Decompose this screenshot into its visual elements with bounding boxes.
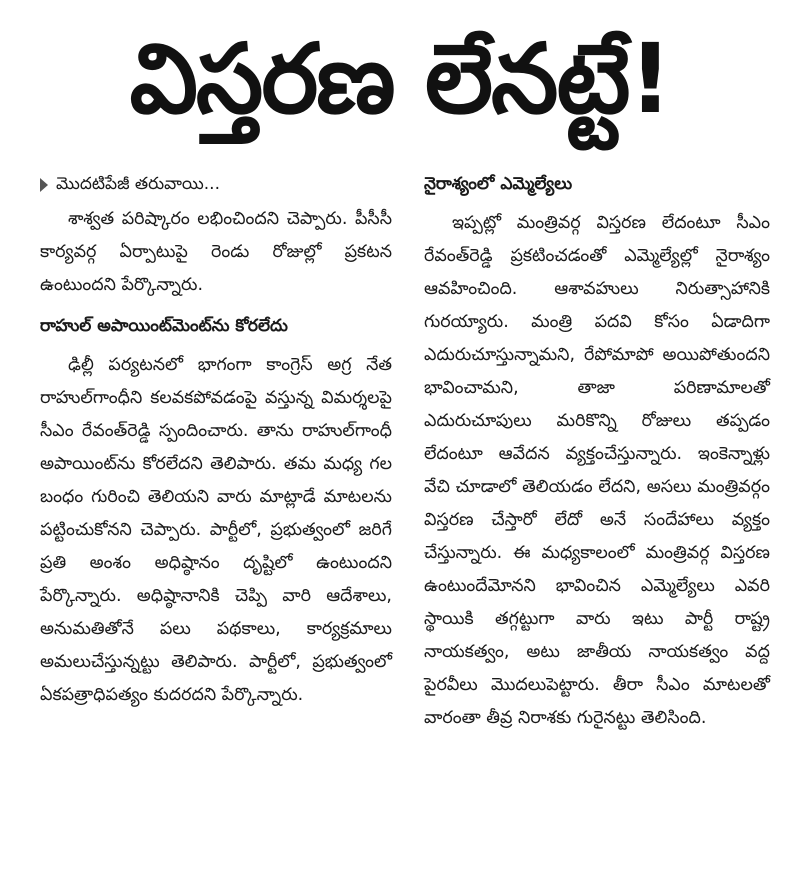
right-column	[424, 168, 770, 735]
kicker-label: మొదటిపేజీ తరువాయి...	[56, 174, 220, 194]
right-subheading: నైరాశ్యంలో ఎమ్మెల్యేలు	[424, 174, 573, 194]
right-paragraph-1: ఇప్పట్లో మంత్రివర్గ విస్తరణ లేదంటూ సీఎం రేవంత్‌రెడ్డి ప్రకటించడంతో ఎమ్మెల్యేల్లో నైరాశ్యం ఆవహించింది. ఆశావహులు నిరుత్సాహానికి గురయ్యారు. మంత్రి పదవి కోసం ఏడాదిగా ఎదురుచూస్తున్నామని, రేపోమాపో అయిపోతుందని భావించామని, తాజా పరిణామాలతో ఎదురుచూపులు మరికొన్ని రోజులు తప్పడం లేదంటూ ఆవేదన వ్యక్తంచేస్తున్నారు. ఇంకెన్నాళ్లు వేచి చూడాలో తెలియడం లేదని, అసలు మంత్రివర్గం విస్తరణ చేస్తారో లేదో అనే సందేహాలు వ్యక్తం చేస్తున్నారు. ఈ మధ్యకాలంలో మంత్రివర్గ విస్తరణ ఉంటుందేమోనని భావించిన ఎమ్మెల్యేలు ఎవరి స్థాయికి తగ్గట్టుగా వారు ఇటు పార్టీ రాష్ట్ర నాయకత్వం, అటు జాతీయ నాయకత్వం వద్ద పైరవీలు మొదలుపెట్టారు. తీరా సీఎం మాటలతో వారంతా తీవ్ర నిరాశకు గురైనట్టు తెలిసింది.	[424, 213, 770, 728]
left-subheading: రాహుల్ అపాయింట్‌మెంట్‌ను కోరలేదు	[40, 316, 288, 336]
left-column	[40, 168, 392, 712]
continuation-kicker	[40, 168, 392, 201]
left-paragraph-2: ఢిల్లీ పర్యటనలో భాగంగా కాంగ్రెస్ అగ్ర నేత రాహుల్‌గాంధీని కలవకపోవడంపై వస్తున్న విమర్శలపై సీఎం రేవంత్‌రెడ్డి స్పందించారు. తాను రాహుల్‌గాంధీ అపాయింట్‌ను కోరలేదని తెలిపారు. తమ మధ్య గల బంధం గురించి తెలియని వారు మాట్లాడే మాటలను పట్టించుకోనని చెప్పారు. పార్టీలో, ప్రభుత్వంలో జరిగే ప్రతి అంశం అధిష్ఠానం దృష్టిలో ఉంటుందని పేర్కొన్నారు. అధిష్ఠానానికి చెప్పి వారి ఆదేశాలు, అనుమతితోనే పలు పథకాలు, కార్యక్రమాలు అమలుచేస్తున్నట్టు తెలిపారు. పార్టీలో, ప్రభుత్వంలో ఏకపత్రాధిపత్యం కుదరదని పేర్కొన్నారు.	[40, 355, 392, 705]
left-paragraph-1: శాశ్వత పరిష్కారం లభించిందని చెప్పారు. పీసీసీ కార్యవర్గ ఏర్పాటుపై రెండు రోజుల్లో ప్రకటన ఉంటుందని పేర్కొన్నారు.	[40, 209, 392, 295]
headline: విస్తరణ లేనట్టే!	[129, 23, 671, 135]
chevron-right-icon	[40, 178, 48, 192]
